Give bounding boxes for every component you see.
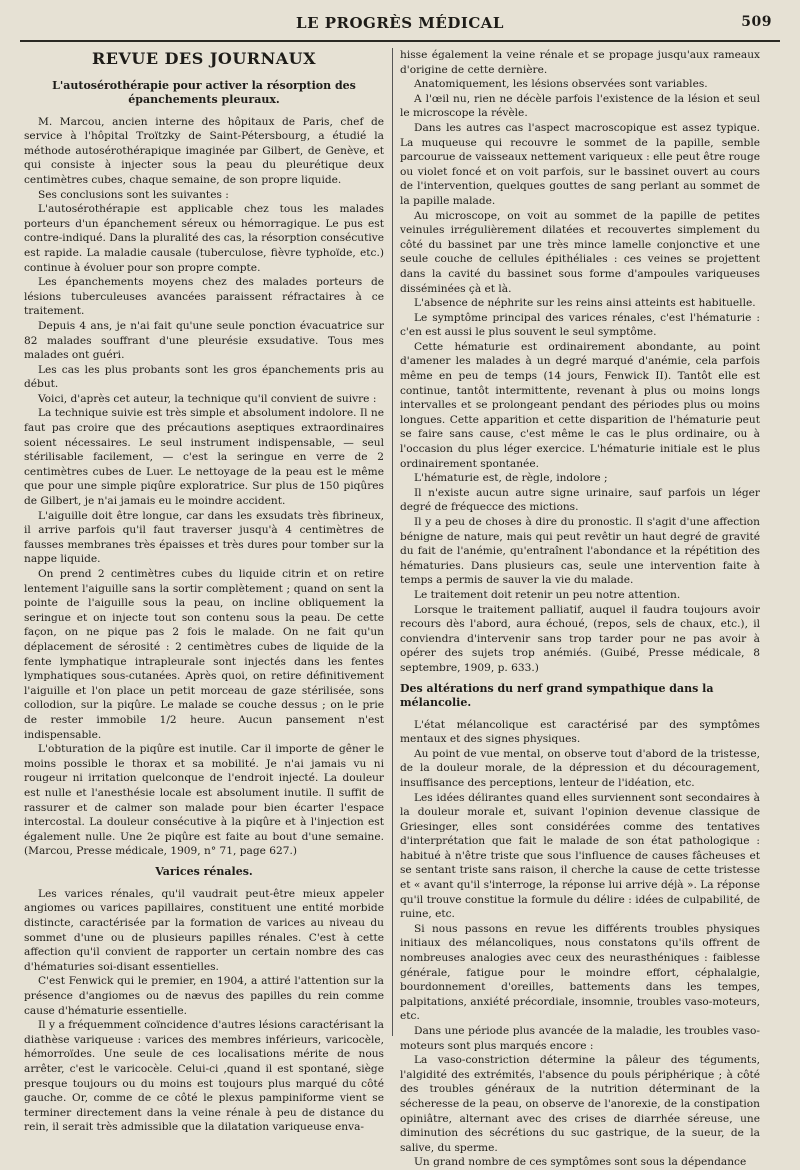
paragraph: Les épanchements moyens chez des malades porteurs de lésions tuberculeuses avancées paraissent réfractaires à ce traitement. — [24, 276, 384, 318]
paragraph: Il y a fréquemment coïncidence d'autres lésions caractérisant la diathèse variqueuse : varices des membres inférieurs, varicocèle, hémorroïdes. Une seule de ces localisations mérite de nous arrêter, c'est le varicocèle. Celui-ci ,quand il est spontané, siège presque toujours ou du moins est toujours plus marqué du côté gauche. Or, comme de ce côté le plexus pampiniforme vient se terminer directement dans la veine rénale à peu de distance du rein, il serait très admissible que la dilatation variqueuse enva- — [24, 1019, 384, 1134]
paragraph: Les varices rénales, qu'il vaudrait peut-être mieux appeler angiomes ou varices papillaires, constituent une entité morbide distincte, caractérisée par la formation de varices au niveau du sommet d'une ou de plusieurs papilles rénales. C'est à cette affection qu'il convient de rapporter un certain nombre des cas d'hématuries soi-disant essentielles. — [24, 887, 384, 973]
paragraph: La vaso-constriction détermine la pâleur des téguments, l'algidité des extrémités, l'absence du pouls périphérique ; à côté des troubles généraux de la nutrition déterminant de la sécheresse de la peau, on observe de l'anorexie, de la constipation opiniâtre, alternant avec des crises de diarrhée séreuse, une diminution des sécrétions du suc gastrique, de la sueur, de la salive, du sperme. — [400, 1054, 760, 1154]
paragraph: Lorsque le traitement palliatif, auquel il faudra toujours avoir recours dès l'abord, aura échoué, (repos, sels de chaux, etc.), il conviendra d'intervenir sans trop tarder pour ne pas avoir à opérer des sujets trop anémiés. (Guibé, Presse médicale, 8 septembre, 1909, p. 633.) — [400, 603, 760, 674]
running-header — [20, 14, 780, 36]
paragraph: L'état mélancolique est caractérisé par des symptômes mentaux et des signes physiques. — [400, 718, 760, 746]
page-number: 509 — [741, 14, 772, 30]
column-divider — [392, 48, 393, 1036]
paragraph: L'aiguille doit être longue, car dans les exsudats très fibrineux, il arrive parfois qu'il faut traverser jusqu'à 4 centimètres de fausses membranes très épaisses et très dures pour tomber sur la nappe liquide. — [24, 509, 384, 566]
paragraph: Les cas les plus probants sont les gros épanchements pris au début. — [24, 363, 384, 391]
paragraph: On prend 2 centimètres cubes du liquide citrin et on retire lentement l'aiguille sans la sortir complètement ; quand on sent la pointe de l'aiguille sous la peau, on incline obliquement la seringue et on injecte tout son contenu sous la peau. De cette façon, on ne pique pas 2 fois le malade. On ne fait qu'un déplacement de sérosité : 2 centimètres cubes de liquide de la fente lymphatique intrapleurale sont injectés dans les fentes lymphatiques sous-cutanées. Après quoi, on retire définitivement l'aiguille et l'on place un petit morceau de gaze stérilisée, sons collodion, sur la piqûre. Le malade se couche dessus ; on le prie de rester immobile 1/2 heure. Aucun pansement n'est indispensable. — [24, 568, 384, 741]
paragraph: Si nous passons en revue les différents troubles physiques initiaux des mélancoliques, nous constatons qu'ils offrent de nombreuses analogies avec ceux des neurasthéniques : faiblesse générale, fatigue pour le moindre effort, céphalalgie, bourdonnement d'oreilles, battements dans les tempes, palpitations, anxiété précordiale, insomnie, troubles vaso-moteurs, etc. — [400, 922, 760, 1023]
paragraph: A l'œil nu, rien ne décèle parfois l'existence de la lésion et seul le microscope la révèle. — [400, 92, 760, 120]
paragraph: L'autosérothérapie est applicable chez tous les malades porteurs d'un épanchement séreux ou hémorragique. Le pus est contre-indiqué. Dans la pluralité des cas, la résorption consécutive est rapide. La maladie causale (tuberculose, fièvre typhoïde, etc.) continue à évoluer pour son propre compte. — [24, 203, 384, 274]
paragraph: Il n'existe aucun autre signe urinaire, sauf parfois un léger degré de fréquecce des mictions. — [400, 486, 760, 514]
right-column — [400, 48, 760, 1169]
section-title: REVUE DES JOURNAUX — [92, 49, 316, 68]
paragraph: Dans les autres cas l'aspect macroscopique est assez typique. La muqueuse qui recouvre le sommet de la papille, semble parcourue de vaisseaux nettement variqueux : elle peut être rouge ou violet foncé et on voit parfois, sur le bassinet ouvert au cours de l'intervention, quelques gouttes de sang perlant au sommet de la papille malade. — [400, 121, 760, 207]
paragraph: Le symptôme principal des varices rénales, c'est l'hématurie : c'en est aussi le plus souvent le seul symptôme. — [400, 311, 760, 339]
journal-title: LE PROGRÈS MÉDICAL — [296, 14, 504, 32]
paragraph: Au microscope, on voit au sommet de la papille de petites veinules irrégulièrement dilatées et recouvertes simplement du côté du bassinet par une très mince lamelle conjonctive et une seule couche de cellules épithéliales : ces veines se projettent dans la cavité du bassinet sous forme d'ampoules variqueuses disséminées çà et là. — [400, 209, 760, 295]
paragraph: C'est Fenwick qui le premier, en 1904, a attiré l'attention sur la présence d'angiomes ou de nævus des papilles du rein comme cause d'hématurie essentielle. — [24, 975, 384, 1017]
paragraph: Depuis 4 ans, je n'ai fait qu'une seule ponction évacuatrice sur 82 malades souffrant d'une pleurésie exsudative. Tous mes malades ont guéri. — [24, 319, 384, 362]
paragraph: Un grand nombre de ces symptômes sont sous la dépendance — [414, 1156, 747, 1169]
paragraph: L'absence de néphrite sur les reins ainsi atteints est habituelle. — [414, 297, 756, 310]
paragraph: L'obturation de la piqûre est inutile. Car il importe de gêner le moins possible le thorax et sa mobilité. Je n'ai jamais vu ni rougeur ni irritation quelconque de l'endroit injecté. La douleur est nulle et l'anesthésie locale est absolument inutile. Il suffit de rassurer et de calmer son malade pour bien écarter l'espace intercostal. La douleur consécutive à la piqûre et à l'injection est également nulle. Une 2e piqûre est faite au bout d'une semaine. (Marcou, Presse médicale, 1909, n° 71, page 627.) — [24, 743, 384, 858]
paragraph: hisse également la veine rénale et se propage jusqu'aux rameaux d'origine de cette dernière. — [400, 49, 760, 76]
article-title-varices-renales: Varices rénales. — [155, 864, 253, 878]
article-title-autoserotherapie: L'autosérothérapie pour activer la résorption des épanchements pleuraux. — [52, 78, 356, 106]
paragraph: Voici, d'après cet auteur, la technique qu'il convient de suivre : — [38, 392, 377, 405]
paragraph: Cette hématurie est ordinairement abondante, au point d'amener les malades à un degré marqué d'anémie, cela parfois même en peu de temps (14 jours, Fenwick II). Tantôt elle est continue, tantôt intermittente, revenant à plus ou moins longs intervalles et se prolongeant pendant des périodes plus ou moins longues. Cette apparition et cette disparition de l'hématurie peut se faire sans cause, c'est même le cas le plus ordinaire, ou à l'occasion du plus léger exercice. L'hématurie initiale est le plus ordinairement spontanée. — [400, 340, 760, 470]
paragraph: M. Marcou, ancien interne des hôpitaux de Paris, chef de service à l'hôpital Troïtzky de Saint-Pétersbourg, a étudié la méthode autosérothérapique imaginée par Gilbert, de Genève, et qui consiste à injecter sous la peau du pleurétique deux centimètres cubes, chaque semaine, de son propre liquide. — [24, 115, 384, 186]
header-rule — [20, 40, 780, 42]
paragraph: Au point de vue mental, on observe tout d'abord de la tristesse, de la douleur morale, de la dépression et du découragement, insuffisance des perceptions, lenteur de l'idéation, etc. — [400, 747, 760, 789]
left-column — [24, 48, 384, 1134]
paragraph: Il y a peu de choses à dire du pronostic. Il s'agit d'une affection bénigne de nature, mais qui peut revêtir un haut degré de gravité du fait de l'anémie, qu'entraînent l'abondance et la répétition des hématuries. Dans plusieurs cas, seule une intervention faite à temps a permis de sauver la vie du malade. — [400, 516, 760, 587]
paragraph: Le traitement doit retenir un peu notre attention. — [414, 588, 681, 601]
paragraph: Les idées délirantes quand elles surviennent sont secondaires à la douleur morale et, suivant l'opinion devenue classique de Griesinger, elles sont considérées comme des tentatives d'interprétation que fait le malade de son état pathologique : habitué à n'être triste que sous l'influence de causes fâcheuses et se sentant triste sans raison, il cherche la cause de cette tristesse et « avant qu'il s'interroge, la réponse lui arrive déjà ». La réponse qu'il trouve constitue la formule du délire : idées de culpabilité, de ruine, etc. — [400, 791, 760, 921]
paragraph: Dans une période plus avancée de la maladie, les troubles vaso-moteurs sont plus marqués encore : — [400, 1025, 760, 1052]
paragraph: Ses conclusions sont les suivantes : — [38, 188, 229, 201]
article-title-grand-sympathique: Des altérations du nerf grand sympathique dans la mélancolie. — [400, 681, 714, 709]
paragraph: La technique suivie est très simple et absolument indolore. Il ne faut pas croire que des précautions aseptiques extraordinaires soient nécessaires. Le seul instrument indispensable, — seul stérilisable facilement, — c'est la seringue en verre de 2 centimètres cubes de Luer. Le nettoyage de la peau est le même que pour une simple piqûre exploratrice. Sur plus de 150 piqûres de Gilbert, je n'ai jamais eu le moindre accident. — [24, 407, 384, 508]
paragraph: L'hématurie est, de règle, indolore ; — [414, 472, 608, 485]
paragraph: Anatomiquement, les lésions observées sont variables. — [414, 78, 708, 91]
